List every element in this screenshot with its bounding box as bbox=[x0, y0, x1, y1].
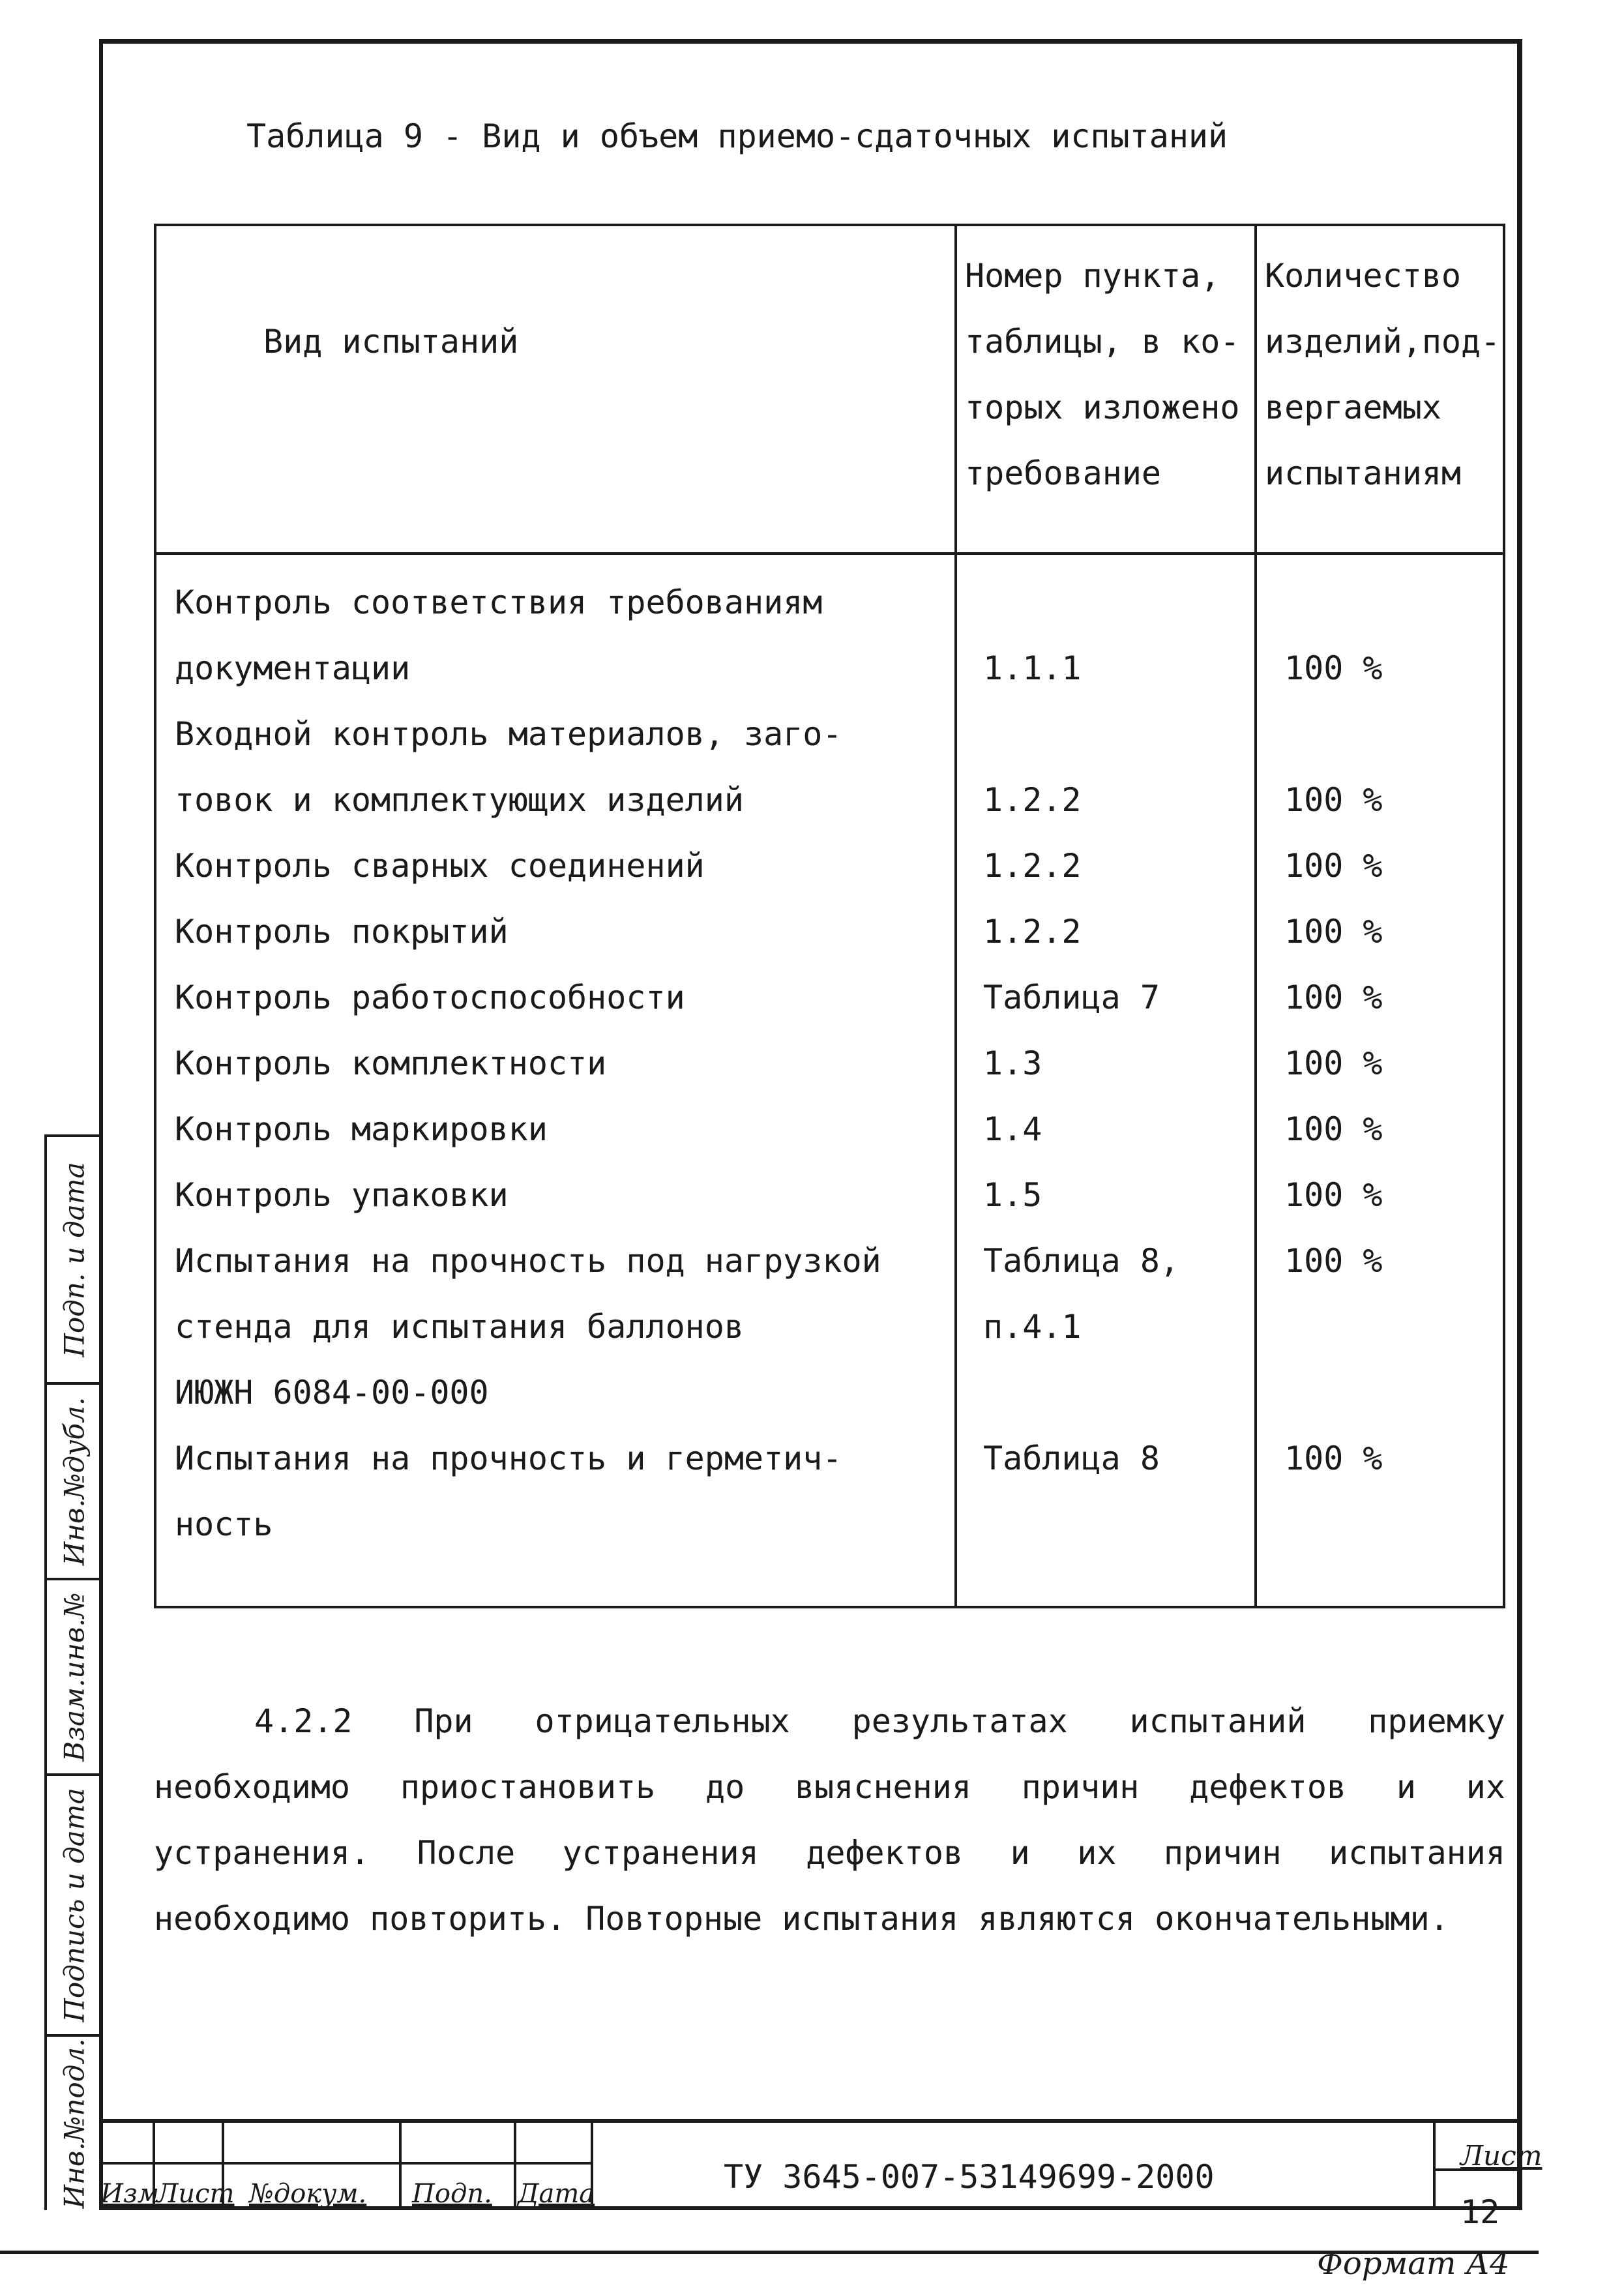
side-cell-sign-date-2 bbox=[47, 1773, 102, 2034]
test-type-cell: Контроль комплектности bbox=[175, 1044, 607, 1082]
clause-ref-cell: Таблица 7 bbox=[983, 979, 1160, 1016]
clause-ref-cell: п.4.1 bbox=[983, 1308, 1082, 1346]
clause-ref-cell: Таблица 8 bbox=[983, 1440, 1160, 1477]
quantity-cell: 100 % bbox=[1284, 1110, 1383, 1148]
clause-ref-cell: Таблица 8, bbox=[983, 1242, 1180, 1280]
side-label-sign-date: Подп. и дата bbox=[58, 1162, 91, 1357]
test-type-cell: Контроль упаковки bbox=[175, 1176, 509, 1214]
test-type-cell: Входной контроль материалов, заго- bbox=[175, 715, 842, 753]
clause-ref-cell: 1.2.2 bbox=[983, 913, 1082, 951]
test-type-cell: товок и комплектующих изделий bbox=[175, 781, 744, 819]
test-type-cell: Испытания на прочность и герметич- bbox=[175, 1440, 842, 1477]
sheet-number: 12 bbox=[1460, 2193, 1500, 2231]
title-block-grid bbox=[99, 2123, 593, 2210]
label-doc-no: №докум. bbox=[249, 2179, 367, 2209]
sheet-label: Лист bbox=[1460, 2140, 1543, 2172]
quantity-cell: 100 % bbox=[1284, 1440, 1383, 1477]
test-type-cell: Контроль работоспособности bbox=[175, 979, 685, 1016]
quantity-cell: 100 % bbox=[1284, 913, 1383, 951]
column-divider bbox=[954, 226, 957, 1606]
label-sign: Подп. bbox=[412, 2179, 492, 2209]
header-divider bbox=[156, 552, 1503, 555]
column-divider bbox=[1254, 226, 1257, 1606]
test-type-cell: ность bbox=[175, 1505, 273, 1543]
clause-ref-cell: 1.1.1 bbox=[983, 649, 1082, 687]
test-type-cell: документации bbox=[175, 649, 411, 687]
test-type-cell: Контроль покрытий bbox=[175, 913, 509, 951]
label-change: Изм bbox=[100, 2179, 159, 2209]
side-label-dup-inv: Инв.№дубл. bbox=[58, 1397, 91, 1566]
quantity-cell: 100 % bbox=[1284, 847, 1383, 885]
test-type-cell: Испытания на прочность под нагрузкой bbox=[175, 1242, 881, 1280]
clause-ref-cell: 1.5 bbox=[983, 1176, 1042, 1214]
clause-ref-cell: 1.2.2 bbox=[983, 781, 1082, 819]
table-caption: Таблица 9 - Вид и объем приемо-сдаточных испытаний bbox=[246, 117, 1228, 155]
header-clause-number: Номер пункта, таблицы, в ко- торых изложено требование bbox=[965, 257, 1240, 492]
header-quantity: Количество изделий,под- вергаемых испытаниям bbox=[1265, 257, 1501, 492]
side-cell-sign-date bbox=[47, 1134, 102, 1382]
test-type-cell: ИЮЖН 6084-00-000 bbox=[175, 1374, 489, 1412]
bottom-rule bbox=[0, 2251, 1539, 2254]
test-type-cell: стенда для испытания баллонов bbox=[175, 1308, 744, 1346]
header-test-type: Вид испытаний bbox=[263, 323, 519, 361]
test-type-cell: Контроль маркировки bbox=[175, 1110, 548, 1148]
clause-ref-cell: 1.4 bbox=[983, 1110, 1042, 1148]
side-label-sign-date-2: Подпись и дата bbox=[58, 1788, 91, 2022]
quantity-cell: 100 % bbox=[1284, 1044, 1383, 1082]
side-cell-orig-inv bbox=[47, 2034, 102, 2210]
label-sheet: Лист bbox=[156, 2179, 235, 2209]
quantity-cell: 100 % bbox=[1284, 1242, 1383, 1280]
paragraph-4-2-2: 4.2.2 При отрицательных результатах испытаний приемку необходимо приостановить до выяснения причин дефектов и их устранения. После устранения дефектов и их причин испытания необходимо повторить. Повторные испытания являются окончательными. bbox=[154, 1702, 1505, 1938]
side-stamp-strip bbox=[44, 1134, 99, 2210]
clause-ref-cell: 1.2.2 bbox=[983, 847, 1082, 885]
side-label-replace-inv: Взам.инв.№ bbox=[58, 1592, 91, 1762]
document-code: ТУ 3645-007-53149699-2000 bbox=[724, 2158, 1215, 2196]
clause-ref-cell: 1.3 bbox=[983, 1044, 1042, 1082]
side-label-orig-inv: Инв.№подл. bbox=[58, 2038, 91, 2209]
test-type-cell: Контроль соответствия требованиям bbox=[175, 584, 823, 621]
test-type-cell: Контроль сварных соединений bbox=[175, 847, 705, 885]
side-cell-dup-inv bbox=[47, 1382, 102, 1578]
quantity-cell: 100 % bbox=[1284, 1176, 1383, 1214]
acceptance-tests-table bbox=[154, 224, 1505, 1608]
label-date: Дата bbox=[518, 2179, 595, 2209]
format-label: Формат А4 bbox=[1317, 2245, 1510, 2282]
quantity-cell: 100 % bbox=[1284, 649, 1383, 687]
quantity-cell: 100 % bbox=[1284, 781, 1383, 819]
side-cell-replace-inv bbox=[47, 1578, 102, 1773]
quantity-cell: 100 % bbox=[1284, 979, 1383, 1016]
